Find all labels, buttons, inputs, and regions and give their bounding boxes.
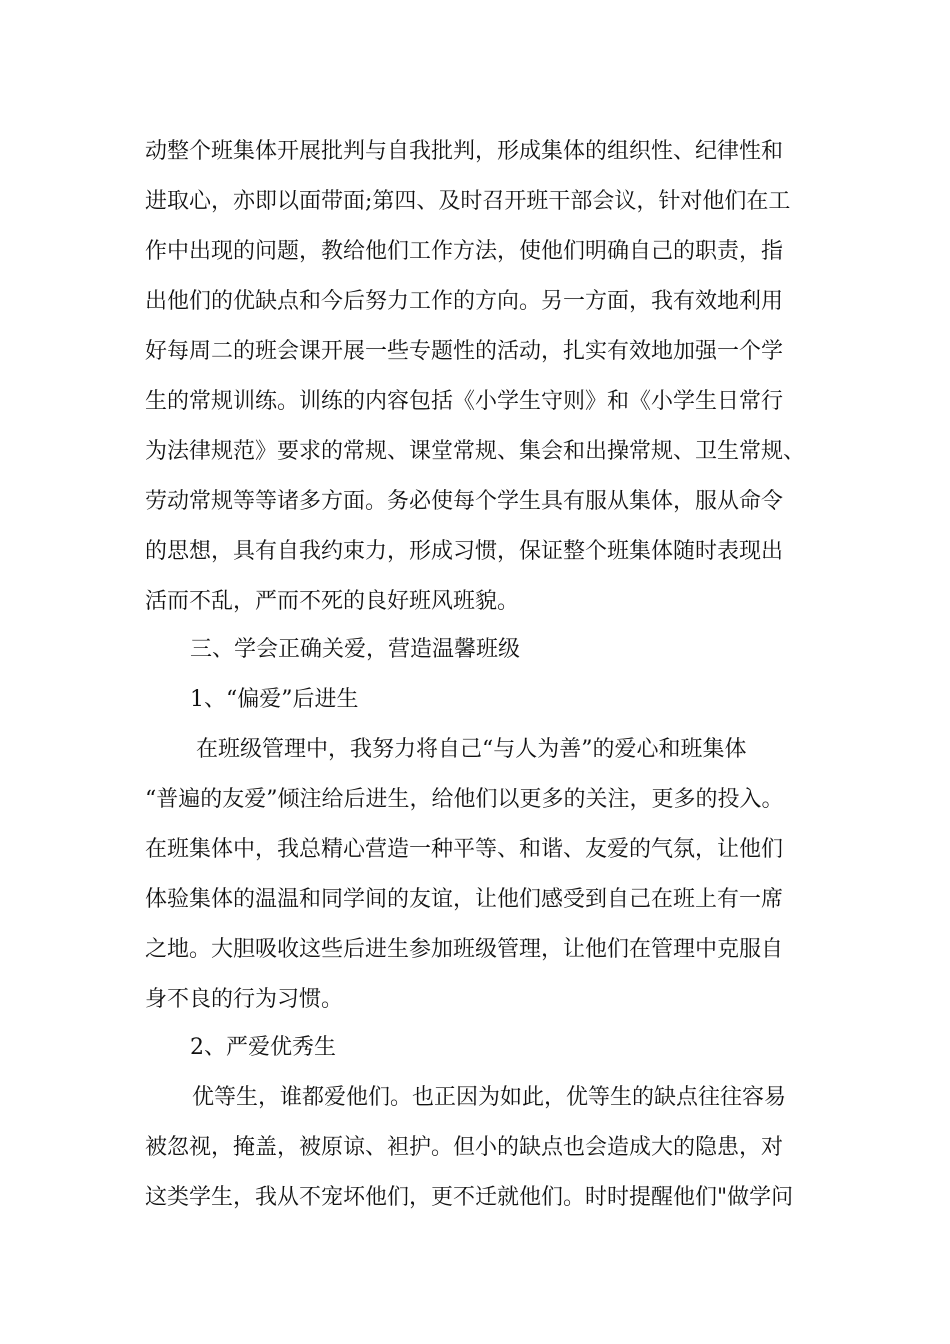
paragraph-line: 作中出现的问题，教给他们工作方法，使他们明确自己的职责，指 <box>145 239 784 264</box>
paragraph-line: 生的常规训练。训练的内容包括《小学生守则》和《小学生日常行 <box>145 389 784 414</box>
paragraph-line: 被忽视，掩盖，被原谅、袒护。但小的缺点也会造成大的隐患，对 <box>145 1135 784 1160</box>
paragraph-line: 之地。大胆吸收这些后进生参加班级管理，让他们在管理中克服自 <box>145 937 784 962</box>
subsection-heading: 2、严爱优秀生 <box>190 1035 336 1060</box>
paragraph-line: 出他们的优缺点和今后努力工作的方向。另一方面，我有效地利用 <box>145 289 784 314</box>
subsection-heading: 1、“偏爱”后进生 <box>190 687 359 712</box>
paragraph-line: 优等生，谁都爱他们。也正因为如此，优等生的缺点往往容易 <box>192 1085 787 1110</box>
paragraph-line: 进取心，亦即以面带面;第四、及时召开班干部会议，针对他们在工 <box>145 189 791 214</box>
paragraph-line: 身不良的行为习惯。 <box>145 987 344 1012</box>
paragraph-line: 好每周二的班会课开展一些专题性的活动，扎实有效地加强一个学 <box>145 339 784 364</box>
paragraph-line: 在班集体中，我总精心营造一种平等、和谐、友爱的气氛，让他们 <box>145 837 784 862</box>
paragraph-line: 为法律规范》要求的常规、课堂常规、集会和出操常规、卫生常规、 <box>145 439 806 464</box>
paragraph-line: 体验集体的温温和同学间的友谊，让他们感受到自己在班上有一席 <box>145 887 784 912</box>
paragraph-line: 劳动常规等等诸多方面。务必使每个学生具有服从集体，服从命令 <box>145 489 784 514</box>
paragraph-line: “普遍的友爱”倾注给后进生，给他们以更多的关注，更多的投入。 <box>145 787 784 812</box>
paragraph-line: 的思想，具有自我约束力，形成习惯，保证整个班集体随时表现出 <box>145 539 784 564</box>
paragraph-line: 活而不乱，严而不死的良好班风班貌。 <box>145 589 520 614</box>
paragraph-line: 在班级管理中，我努力将自己“与人为善”的爱心和班集体 <box>196 737 747 762</box>
paragraph-line: 这类学生，我从不宠坏他们，更不迁就他们。时时提醒他们"做学问 <box>145 1185 794 1210</box>
section-heading: 三、学会正确关爱，营造温馨班级 <box>190 637 521 662</box>
paragraph-line: 动整个班集体开展批判与自我批判，形成集体的组织性、纪律性和 <box>145 139 784 164</box>
